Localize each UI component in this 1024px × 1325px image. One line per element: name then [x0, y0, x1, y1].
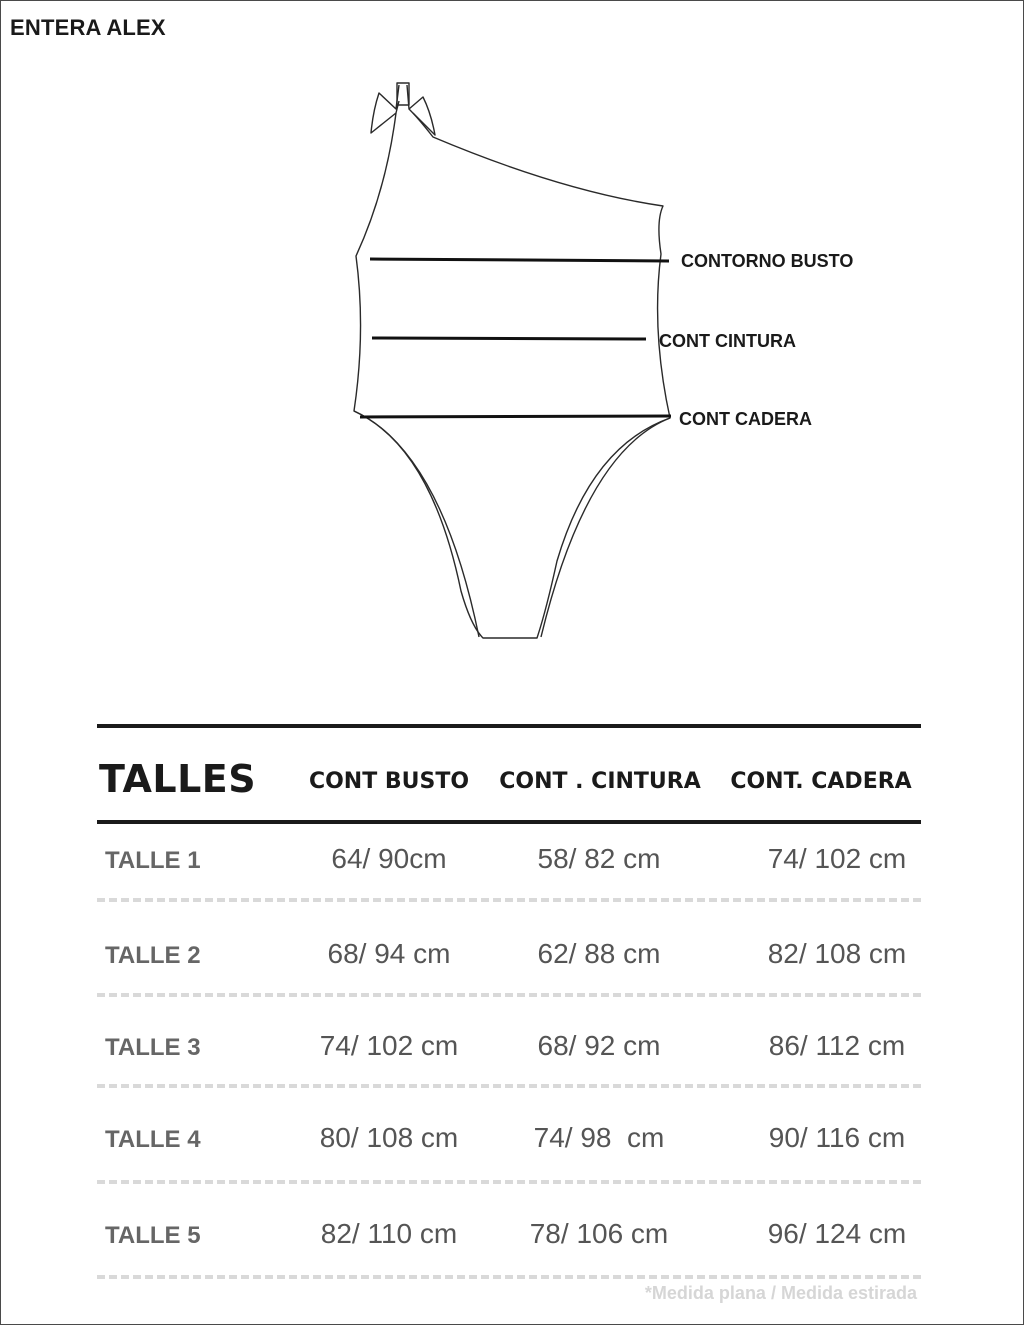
cell-busto: 82/ 110 cm — [320, 1218, 458, 1249]
row-size-label: TALLE 5 — [105, 1222, 201, 1249]
table-row — [97, 1120, 921, 1160]
cell-cintura: 62/ 88 cm — [537, 938, 661, 969]
cell-busto: 80/ 108 cm — [319, 1122, 459, 1153]
table-row — [97, 1028, 921, 1068]
cell-cadera: 82/ 108 cm — [767, 938, 907, 969]
bust-measure-line — [370, 259, 669, 261]
row-divider — [97, 1084, 921, 1088]
label-contorno-busto: CONTORNO BUSTO — [681, 251, 854, 271]
row-size-label: TALLE 2 — [105, 942, 201, 969]
row-divider — [97, 1275, 921, 1279]
cell-busto: 68/ 94 cm — [327, 938, 451, 969]
hip-measure-line — [360, 416, 671, 417]
swimsuit-outline — [354, 109, 670, 638]
cell-cadera: 96/ 124 cm — [767, 1218, 907, 1249]
cell-busto: 64/ 90cm — [331, 843, 447, 874]
document-title: ENTERA ALEX — [10, 15, 166, 40]
table-row — [97, 841, 921, 881]
row-divider — [97, 898, 921, 902]
cell-cadera: 90/ 116 cm — [768, 1122, 906, 1153]
cell-cintura: 58/ 82 cm — [537, 843, 661, 874]
table-top-rule — [97, 724, 921, 728]
cell-busto: 74/ 102 cm — [319, 1030, 459, 1061]
row-size-label: TALLE 3 — [105, 1034, 201, 1061]
table-header-busto: CONT BUSTO — [308, 769, 470, 794]
label-cont-cadera: CONT CADERA — [679, 409, 812, 429]
cell-cadera: 74/ 102 cm — [767, 843, 907, 874]
waist-measure-line — [372, 338, 646, 339]
table-header-rule — [97, 820, 921, 824]
table-header-cintura: CONT . CINTURA — [499, 769, 701, 794]
table-header-talles: TALLES — [99, 757, 257, 801]
table-row — [97, 936, 921, 976]
swimsuit-diagram — [1, 1, 1023, 701]
cell-cintura: 74/ 98 cm — [533, 1122, 665, 1153]
row-divider — [97, 993, 921, 997]
label-cont-cintura: CONT CINTURA — [659, 331, 796, 351]
table-header-cadera: CONT. CADERA — [730, 769, 912, 794]
measurement-footnote: *Medida plana / Medida estirada — [644, 1283, 917, 1303]
row-size-label: TALLE 4 — [105, 1126, 201, 1153]
table-row — [97, 1216, 921, 1256]
cell-cintura: 68/ 92 cm — [537, 1030, 661, 1061]
cell-cintura: 78/ 106 cm — [529, 1218, 669, 1249]
row-divider — [97, 1180, 921, 1184]
cell-cadera: 86/ 112 cm — [768, 1030, 906, 1061]
row-size-label: TALLE 1 — [105, 847, 201, 874]
